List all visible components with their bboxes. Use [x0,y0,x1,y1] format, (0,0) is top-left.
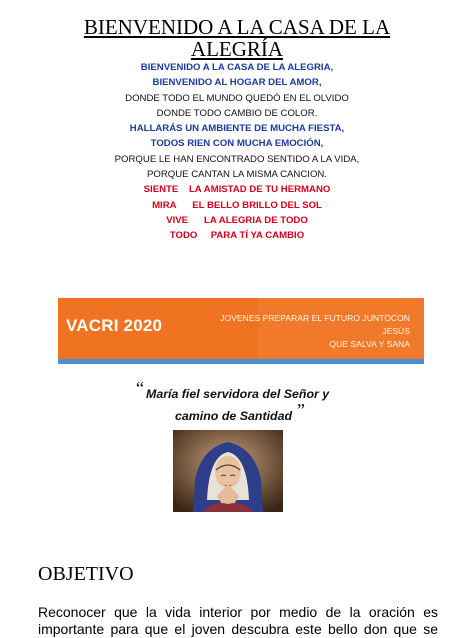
quote-line-1: María fiel servidora del Señor y [146,387,330,401]
quote-close-mark: ” [297,400,305,420]
poem-line: MIRA EL BELLO BRILLO DEL SOL [152,199,322,211]
page-title: BIENVENIDO A LA CASA DE LA ALEGRÍA [83,15,391,61]
welcome-poem [0,60,474,244]
objective-paragraph [38,604,438,638]
virgin-mary-painting-icon [173,430,283,512]
section-heading-objetivo: OBJETIVO [38,563,134,585]
objective-line-1: Reconocer que la vida interior por medio de la oración es [38,604,438,620]
poem-line: PORQUE LE HAN ENCONTRADO SENTIDO A LA VIDA, [114,153,360,165]
poem-line: VIVE LA ALEGRIA DE TODO [166,214,308,226]
vacri-banner [58,298,424,364]
poem-line: TODO PARA TÍ YA CAMBIO [169,230,305,242]
poem-line: BIENVENIDO AL HOGAR DEL AMOR, [152,77,322,89]
poem-line: TODOS RIEN CON MUCHA EMOCIÓN, [150,138,324,150]
poem-line: HALLARÁS UN AMBIENTE DE MUCHA FIESTA, [129,123,345,135]
poem-line: DONDE TODO CAMBIO DE COLOR. [156,107,318,119]
quote-line-2: camino de Santidad [175,409,293,423]
banner-subtitle-line2: QUE SALVA Y SANA [329,339,410,349]
poem-line: PORQUE CANTAN LA MISMA CANCION. [147,169,327,181]
banner-subtitle-line1: JOVENES PREPARAR EL FUTURO JUNTOCON JESÚS [220,313,410,336]
poem-line: DONDE TODO EL MUNDO QUEDÓ EN EL OLVIDO [125,92,349,104]
banner-stripe [58,359,424,364]
quote-open-mark: “ [136,378,144,398]
banner-title: VACRI 2020 [66,316,163,335]
objective-line-2: importante para que el joven descubra este bello don que se [38,621,438,637]
banner-subtitle [220,312,410,351]
poem-line: SIENTE LA AMISTAD DE TU HERMANO [143,184,331,196]
poem-line: BIENVENIDO A LA CASA DE LA ALEGRIA, [140,62,334,73]
